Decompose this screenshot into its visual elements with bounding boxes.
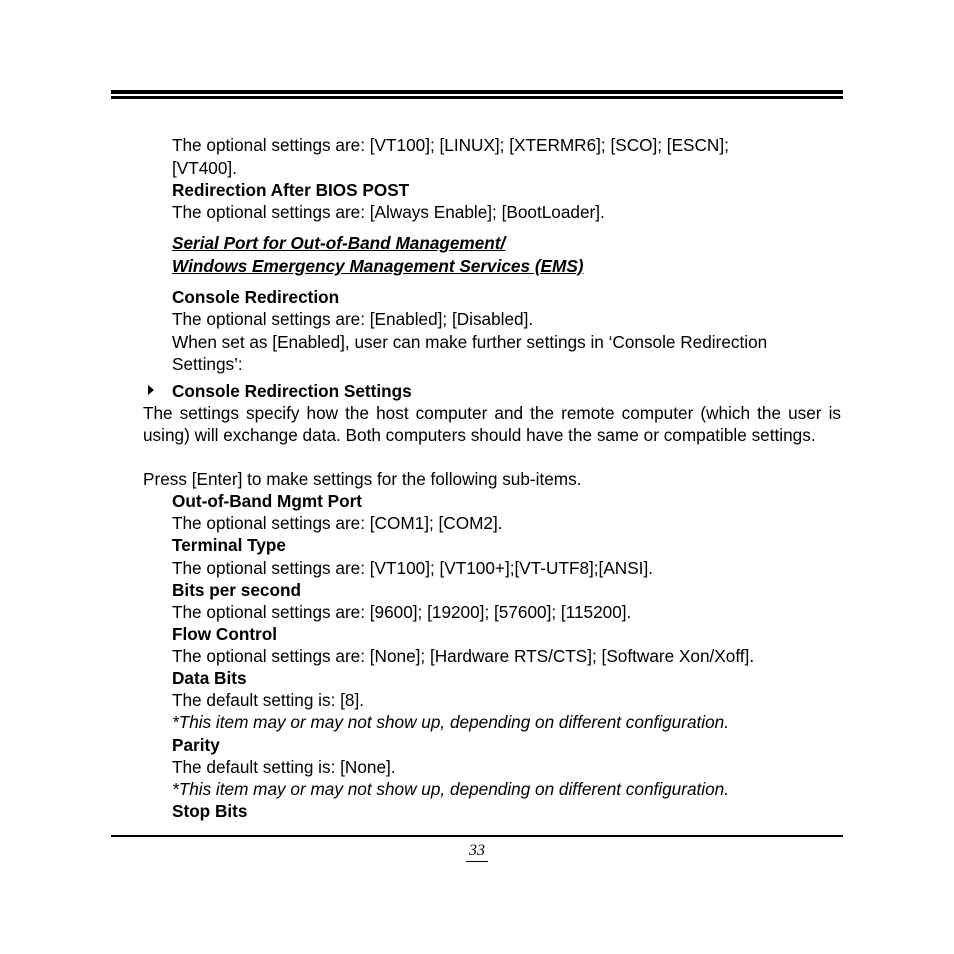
heading-console-redirection-settings: Console Redirection Settings (172, 381, 412, 401)
heading-terminal-type: Terminal Type (172, 535, 286, 555)
settings-terminal-options: The optional settings are: [VT100]; [LINUX]; [XTERMR6]; [SCO]; [ESCN]; (172, 135, 729, 155)
flow-control-options: The optional settings are: [None]; [Hardware RTS/CTS]; [Software Xon/Xoff]. (172, 646, 755, 666)
heading-oob-port: Out-of-Band Mgmt Port (172, 491, 362, 511)
parity-note: *This item may or may not show up, depending on different configuration. (172, 779, 729, 799)
enter-instruction: Press [Enter] to make settings for the following sub-items. (143, 469, 582, 489)
data-bits-note: *This item may or may not show up, depending on different configuration. (172, 712, 729, 732)
bits-per-second-options: The optional settings are: [9600]; [19200]; [57600]; [115200]. (172, 602, 632, 622)
section-title-line1: Serial Port for Out-of-Band Management/ (172, 233, 506, 253)
data-bits-default: The default setting is: [8]. (172, 690, 365, 710)
heading-parity: Parity (172, 735, 220, 755)
heading-stop-bits: Stop Bits (172, 801, 248, 821)
page-number: 33 (466, 841, 488, 862)
footer-rule (111, 835, 843, 837)
settings-description: The settings specify how the host computer and the remote computer (which the user is using) will exchange data. Both computers should have the same or compatible settings. (143, 403, 841, 445)
oob-port-options: The optional settings are: [COM1]; [COM2]. (172, 513, 503, 533)
console-redirection-options: The optional settings are: [Enabled]; [Disabled]. (172, 309, 534, 329)
heading-bits-per-second: Bits per second (172, 580, 301, 600)
terminal-type-options: The optional settings are: [VT100]; [VT100+];[VT-UTF8];[ANSI]. (172, 558, 653, 578)
heading-redirection-after-post: Redirection After BIOS POST (172, 180, 410, 200)
heading-data-bits: Data Bits (172, 668, 247, 688)
parity-default: The default setting is: [None]. (172, 757, 396, 777)
section-title-line2: Windows Emergency Management Services (EMS) (172, 256, 584, 276)
header-rule-thick (111, 90, 843, 94)
heading-flow-control: Flow Control (172, 624, 278, 644)
header-rule-thin (111, 96, 843, 99)
settings-terminal-options-cont: [VT400]. (172, 158, 237, 178)
heading-console-redirection: Console Redirection (172, 287, 340, 307)
triangle-bullet-icon (148, 385, 154, 395)
console-redirection-description: When set as [Enabled], user can make further settings in ‘Console Redirection Settings’: (172, 332, 768, 374)
redirection-after-post-options: The optional settings are: [Always Enable]; [BootLoader]. (172, 202, 605, 222)
